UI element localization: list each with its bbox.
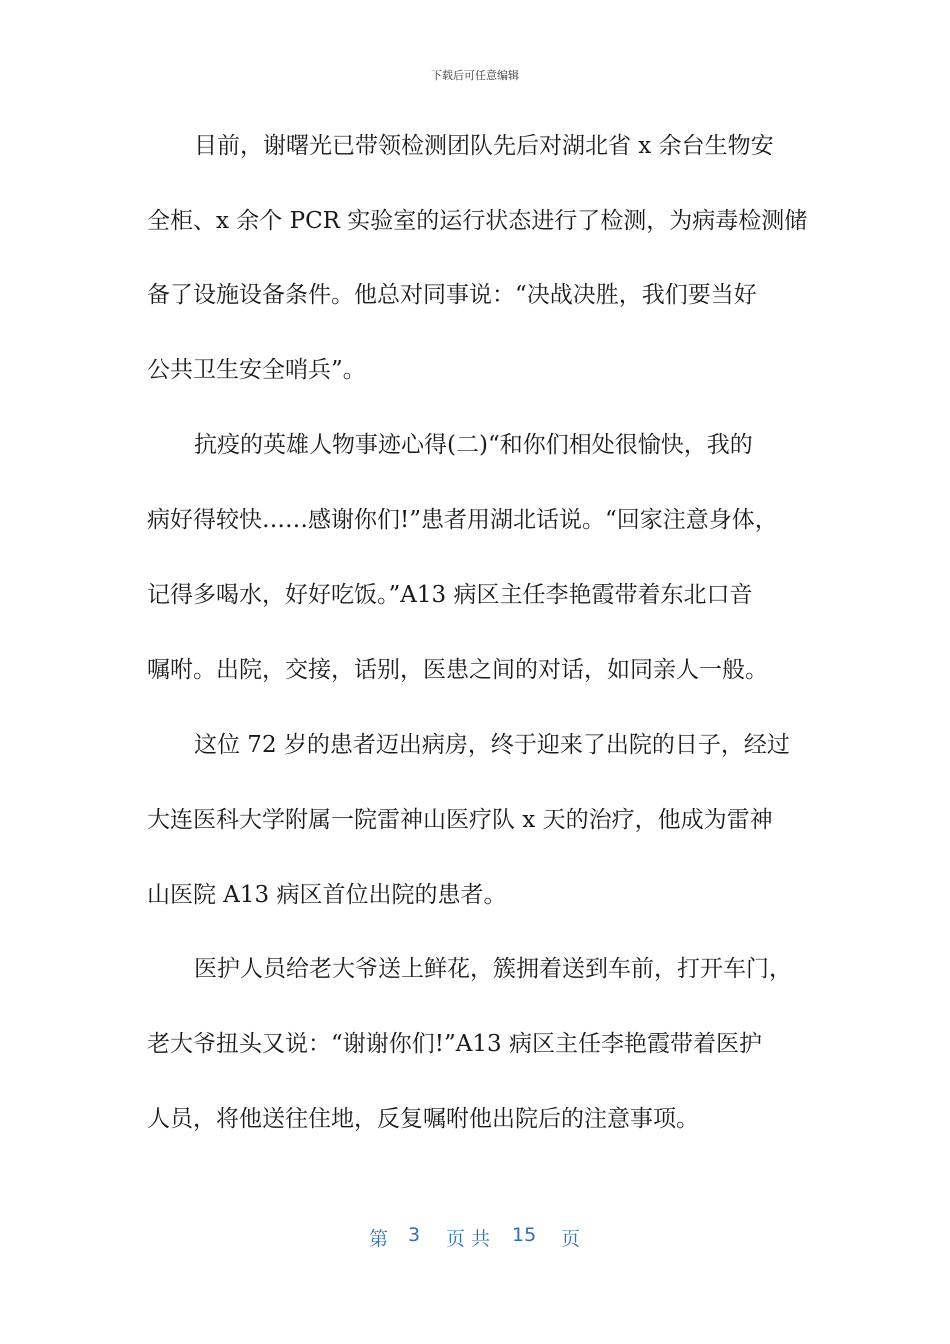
paragraph-2-line-4: 嘱咐。出院，交接，话别，医患之间的对话，如同亲人一般。 <box>147 657 768 683</box>
paragraph-2-line-2: 病好得较快……感谢你们!”患者用湖北话说。“回家注意身体， <box>147 507 778 533</box>
paragraph-4-line-2: 老大爷扭头又说：“谢谢你们!”A13 病区主任李艳霞带着医护 <box>147 1031 762 1057</box>
footer-page-suffix: 页 <box>561 1228 581 1250</box>
paragraph-3-line-2: 大连医科大学附属一院雷神山医疗队 x 天的治疗，他成为雷神 <box>147 807 773 833</box>
paragraph-1-line-2: 全柜、x 余个 PCR 实验室的运行状态进行了检测，为病毒检测储 <box>147 208 808 234</box>
paragraph-3-line-1: 这位 72 岁的患者迈出病房，终于迎来了出院的日子，经过 <box>194 732 790 758</box>
footer-total-pages: 15 <box>512 1224 537 1246</box>
paragraph-1-line-3: 备了设施设备条件。他总对同事说：“决战决胜，我们要当好 <box>147 282 757 308</box>
footer-page-middle: 页 共 <box>446 1228 491 1250</box>
page-header: 下载后可任意编辑 <box>431 69 519 82</box>
page-footer <box>0 1224 950 1254</box>
paragraph-3-line-3: 山医院 A13 病区首位出院的患者。 <box>147 882 507 908</box>
paragraph-4-line-1: 医护人员给老大爷送上鲜花，簇拥着送到车前，打开车门， <box>194 956 792 982</box>
paragraph-1-line-1: 目前，谢曙光已带领检测团队先后对湖北省 x 余台生物安 <box>194 133 774 159</box>
footer-current-page: 3 <box>408 1224 421 1246</box>
paragraph-2-line-3: 记得多喝水，好好吃饭。”A13 病区主任李艳霞带着东北口音 <box>147 582 753 608</box>
footer-page-prefix: 第 <box>369 1228 389 1250</box>
paragraph-4-line-3: 人员，将他送往住地，反复嘱咐他出院后的注意事项。 <box>147 1106 699 1132</box>
paragraph-2-line-1: 抗疫的英雄人物事迹心得(二)“和你们相处很愉快，我的 <box>194 432 753 458</box>
paragraph-1-line-4: 公共卫生安全哨兵”。 <box>147 357 366 383</box>
